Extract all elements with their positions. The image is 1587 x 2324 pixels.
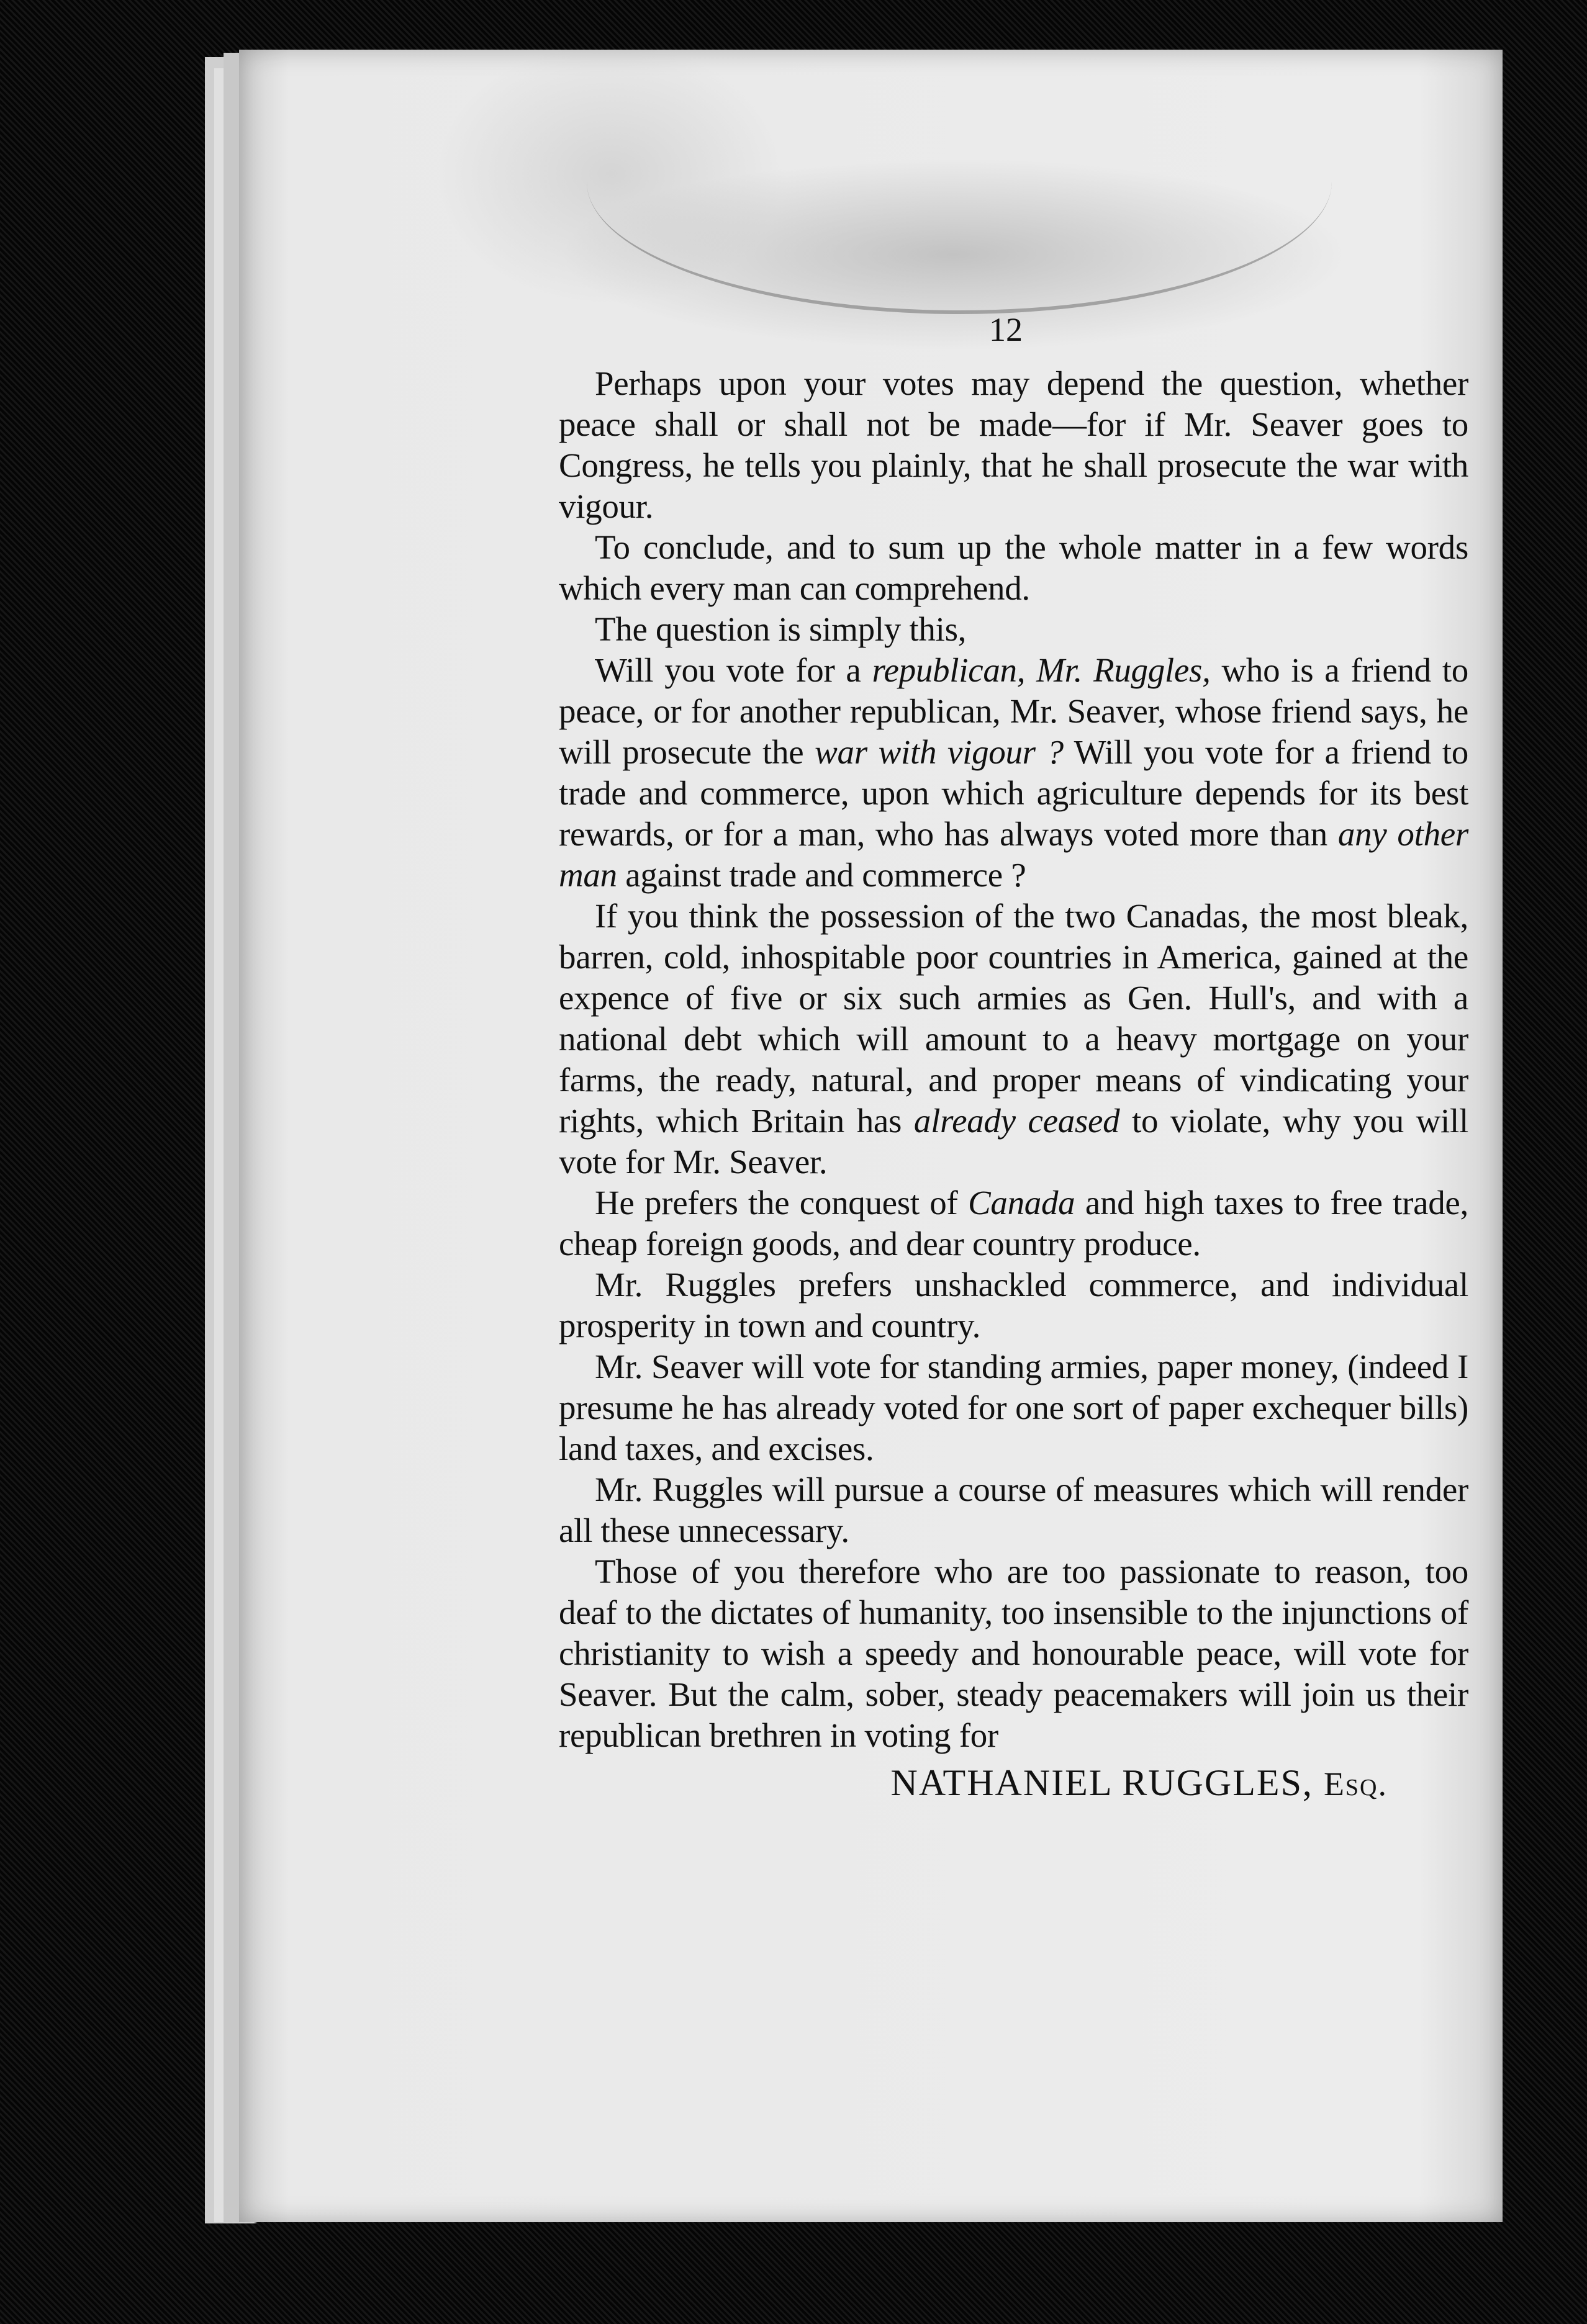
italic-text: Canada <box>967 1184 1075 1222</box>
paragraph-text: The question is simply this, <box>595 610 967 648</box>
paragraph <box>559 1346 1468 1469</box>
paragraph-text: Those of you therefore who are too passionate to reason, too deaf to the dictates of humanity, too insensible to the injunctions of christianity to wish a speedy and honourable peace, will vote for Seaver. But the calm, sober, steady peacemakers will join us their republican brethren in voting for <box>559 1552 1468 1754</box>
paragraph-text: and high taxes to free trade, cheap foreign goods, and dear country produce. <box>559 1184 1468 1263</box>
paragraph-text: If you think the possession of the two Canadas, the most bleak, barren, cold, inhospitable poor countries in America, gained at the expence of five or six such armies as Gen. Hull's, and with a national debt which will amount to a heavy mortgage on your farms, the ready, natural, and proper means of vindicating your rights, which Britain has <box>559 897 1468 1140</box>
paragraph-text: to violate, why you will vote for Mr. Seaver. <box>559 1102 1469 1181</box>
paragraph-text: Will you vote for a <box>595 651 872 689</box>
paragraph-list <box>559 363 1468 1756</box>
italic-text: already ceased <box>913 1102 1120 1140</box>
paragraph <box>559 363 1468 527</box>
page-number: 12 <box>989 311 1023 348</box>
paragraph-text: against trade and commerce ? <box>617 856 1026 894</box>
paragraph-text: Will you vote for a friend to trade and commerce, upon which agriculture depends for its best rewards, or for a man, who has always voted more than <box>559 733 1468 853</box>
paragraph <box>559 650 1468 896</box>
paragraph-text: Mr. Seaver will vote for standing armies, paper money, (indeed I presume he has already voted for one sort of paper exchequer bills) land taxes, and excises. <box>559 1348 1468 1467</box>
paragraph-text: Mr. Ruggles prefers unshackled commerce, and individual prosperity in town and country. <box>559 1266 1468 1344</box>
signature-line <box>559 1762 1468 1804</box>
paragraph <box>559 527 1468 609</box>
paragraph <box>559 1551 1468 1756</box>
page-stain <box>587 50 1332 314</box>
paragraph <box>559 609 1468 650</box>
document-body <box>559 363 1468 1804</box>
signature-suffix: Esq. <box>1323 1765 1388 1803</box>
paragraph-text: He prefers the conquest of <box>595 1184 968 1222</box>
paragraph-text: Perhaps upon your votes may depend the question, whether peace shall or shall not be made—for if Mr. Seaver goes to Congress, he tells you plainly, that he shall prosecute the war with vigour. <box>559 364 1468 525</box>
paragraph-text: To conclude, and to sum up the whole matter in a few words which every man can comprehend. <box>559 528 1468 607</box>
paragraph <box>559 896 1468 1182</box>
paragraph <box>559 1264 1468 1346</box>
paragraph <box>559 1182 1468 1264</box>
paragraph <box>559 1469 1468 1551</box>
italic-text: republican, Mr. Ruggles, <box>872 651 1211 689</box>
italic-text: war with vigour ? <box>815 733 1064 771</box>
signature-name: NATHANIEL RUGGLES, <box>890 1762 1313 1803</box>
paragraph-text: Mr. Ruggles will pursue a course of measures which will render all these unnecessary. <box>559 1471 1468 1549</box>
italic-text: any other man <box>559 815 1468 894</box>
paragraph-text: who is a friend to peace, or for another republican, Mr. Seaver, whose friend says, he will prosecute the <box>559 651 1468 771</box>
